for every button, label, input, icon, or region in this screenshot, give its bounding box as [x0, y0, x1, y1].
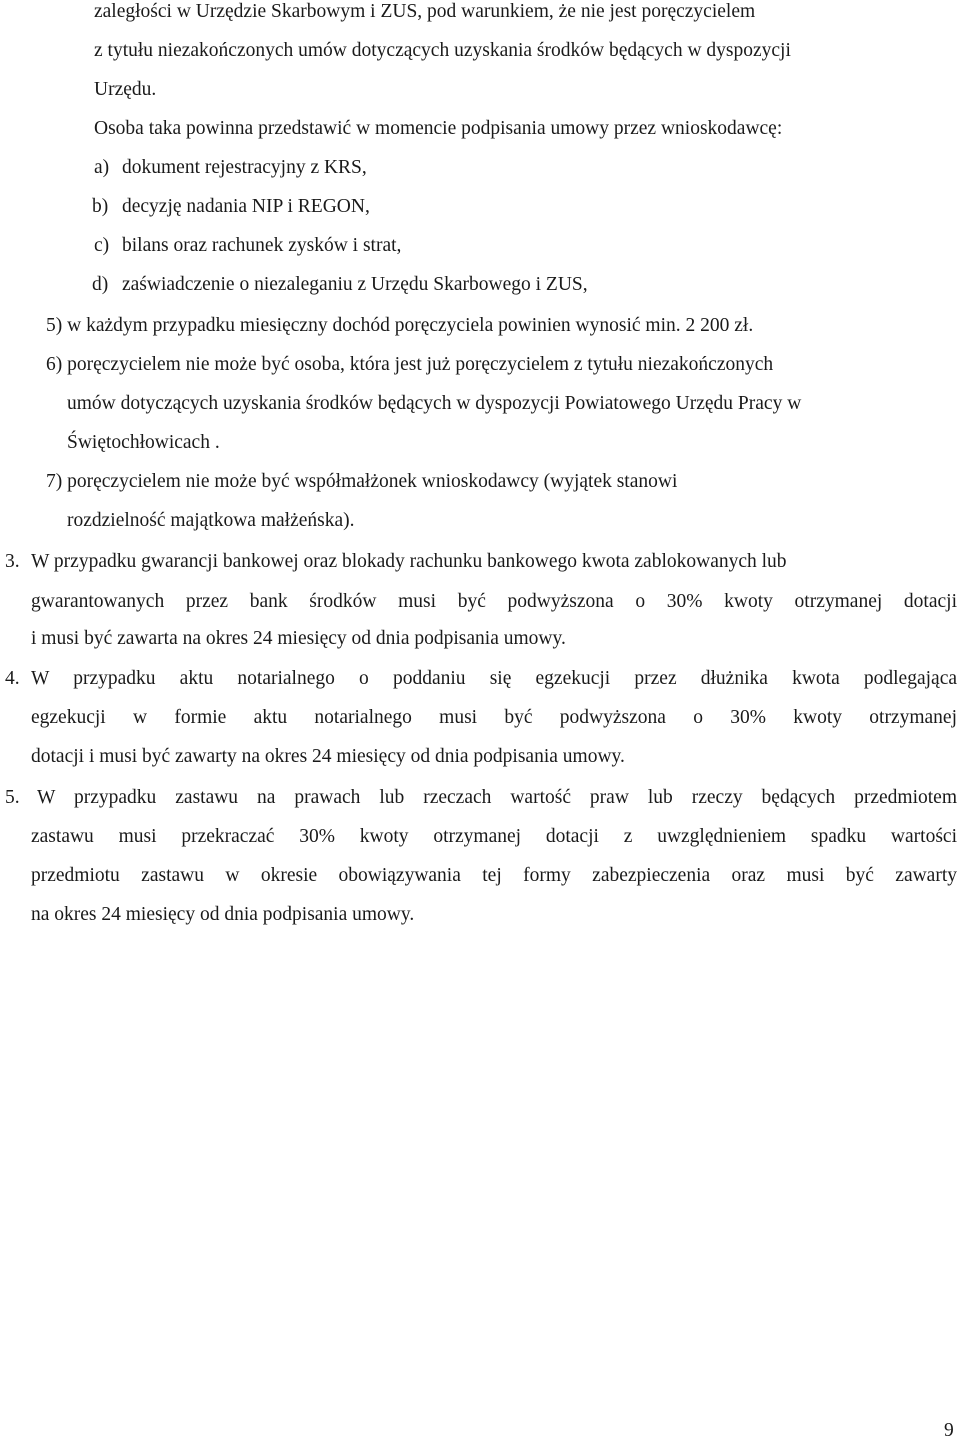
list-marker: b): [92, 196, 109, 217]
list-item: [94, 234, 109, 258]
point-6-line-3: Świętochłowicach .: [67, 432, 220, 453]
documents-lead: Osoba taka powinna przedstawić w momencie podpisania umowy przez wnioskodawcę:: [94, 118, 783, 139]
intro-line-1: zaległości w Urzędzie Skarbowym i ZUS, pod warunkiem, że nie jest poręczycielem: [94, 1, 756, 22]
list-marker: d): [92, 274, 109, 295]
section-5-number: 5.: [5, 787, 20, 808]
section-5-line-2: zastawu musi przekraczać 30% kwoty otrzymanej dotacji z uwzględnieniem spadku wartości: [31, 826, 957, 847]
section-5-line-4: na okres 24 miesięcy od dnia podpisania umowy.: [31, 904, 415, 925]
section-5-line-1: W przypadku zastawu na prawach lub rzeczach wartość praw lub rzeczy będących przedmiotem: [37, 787, 957, 808]
list-marker: c): [94, 235, 110, 256]
intro-line-2: z tytułu niezakończonych umów dotyczących uzyskania środków będących w dyspozycji: [94, 40, 791, 61]
list-item: [92, 195, 108, 219]
list-item-text: dokument rejestracyjny z KRS,: [122, 157, 367, 178]
section-3-line-3: i musi być zawarta na okres 24 miesięcy od dnia podpisania umowy.: [31, 628, 566, 649]
section-4-line-2: egzekucji w formie aktu notarialnego musi być podwyższona o 30% kwoty otrzymanej: [31, 707, 957, 728]
section-3-line-1: W przypadku gwarancji bankowej oraz blokady rachunku bankowego kwota zablokowanych lub: [31, 551, 787, 572]
section-4-line-3: dotacji i musi być zawarty na okres 24 miesięcy od dnia podpisania umowy.: [31, 746, 625, 767]
list-marker: a): [94, 157, 110, 178]
section-3-line-2: gwarantowanych przez bank środków musi być podwyższona o 30% kwoty otrzymanej dotacji: [31, 591, 957, 612]
intro-line-3: Urzędu.: [94, 79, 157, 100]
list-item: [94, 156, 109, 180]
list-item: [92, 273, 108, 297]
list-item-text: bilans oraz rachunek zysków i strat,: [122, 235, 402, 256]
section-3-number: 3.: [5, 551, 20, 572]
page-number: 9: [944, 1420, 954, 1441]
point-6-line-2: umów dotyczących uzyskania środków będących w dyspozycji Powiatowego Urzędu Pracy w: [67, 393, 802, 414]
section-4-number: 4.: [5, 668, 20, 689]
list-item-text: decyzję nadania NIP i REGON,: [122, 196, 370, 217]
list-item-text: zaświadczenie o niezaleganiu z Urzędu Skarbowego i ZUS,: [122, 274, 588, 295]
point-7-line-1: 7) poręczycielem nie może być współmałżonek wnioskodawcy (wyjątek stanowi: [46, 471, 678, 492]
point-6-line-1: 6) poręczycielem nie może być osoba, która jest już poręczycielem z tytułu niezakończonych: [46, 354, 774, 375]
point-7-line-2: rozdzielność majątkowa małżeńska).: [67, 510, 355, 531]
section-4-line-1: W przypadku aktu notarialnego o poddaniu się egzekucji przez dłużnika kwota podlegająca: [31, 668, 957, 689]
point-5: 5) w każdym przypadku miesięczny dochód poręczyciela powinien wynosić min. 2 200 zł.: [46, 315, 754, 336]
section-5-line-3: przedmiotu zastawu w okresie obowiązywania tej formy zabezpieczenia oraz musi być zawarty: [31, 865, 957, 886]
